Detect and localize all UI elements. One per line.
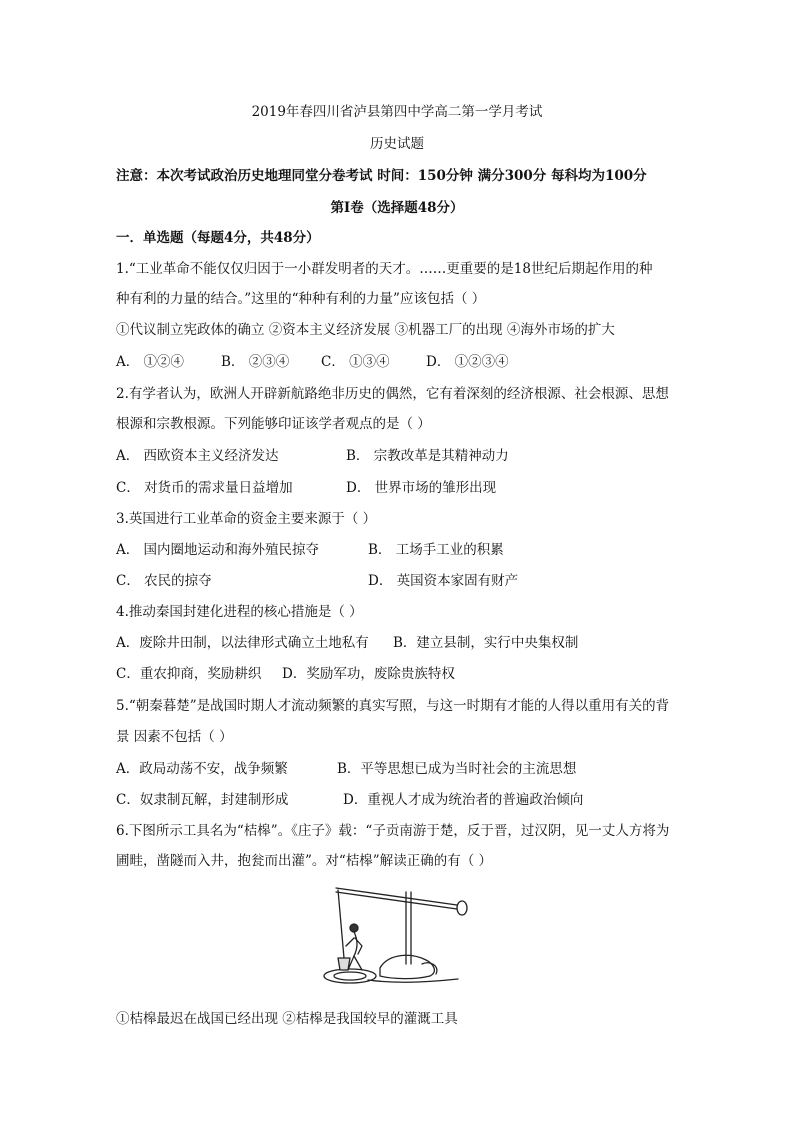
q3-option-c[interactable]: C． 农民的掠夺 <box>116 573 212 589</box>
q3-option-b[interactable]: B． 工场手工业的积累 <box>368 542 504 558</box>
q4-stem: 4.推动秦国封建化进程的核心措施是（ ） <box>116 604 363 620</box>
q6-items: ①桔槔最迟在战国已经出现 ②桔槔是我国较早的灌溉工具 <box>116 1011 458 1027</box>
q6-stem-line2: 圃畦，凿隧而入井，抱瓮而出灌”。对“桔槔”解读正确的有（ ） <box>116 853 492 869</box>
q2-option-a[interactable]: A． 西欧资本主义经济发达 <box>116 448 279 464</box>
person <box>350 924 358 932</box>
q5-option-c[interactable]: C．奴隶制瓦解，封建制形成 <box>116 792 289 808</box>
exam-notice: 注意：本次考试政治历史地理同堂分卷考试 时间：150分钟 满分300分 每科均为100分 <box>116 168 647 184</box>
q6-stem-line1: 6.下图所示工具名为“桔槔”。《庄子》载：“子贡南游于楚，反于晋，过汉阴，见一丈人方将为 <box>116 823 670 839</box>
q5-stem-line2: 景 因素不包括（ ） <box>116 729 233 745</box>
q1-option-d[interactable]: D． ①②③④ <box>426 354 509 370</box>
q5-option-a[interactable]: A．政局动荡不安，战争频繁 <box>116 761 288 777</box>
q2-option-c[interactable]: C． 对货币的需求量日益增加 <box>116 480 293 496</box>
well-ripples <box>324 969 376 983</box>
rope <box>338 890 344 958</box>
q1-option-a[interactable]: A． ①②④ <box>116 354 185 370</box>
q4-option-c[interactable]: C．重农抑商，奖励耕织 <box>116 666 262 682</box>
q4-option-a[interactable]: A．废除井田制，以法律形式确立土地私有 <box>116 635 369 651</box>
q3-stem: 3.英国进行工业革命的资金主要来源于（ ） <box>116 511 377 527</box>
rock-pile <box>380 955 434 978</box>
subject-title: 历史试题 <box>370 136 424 152</box>
q2-option-b[interactable]: B． 宗教改革是其精神动力 <box>346 448 509 464</box>
q1-stem-line1: 1.“工业革命不能仅仅归因于一小群发明者的天才。……更重要的是18世纪后期起作用的种 <box>116 261 653 277</box>
part-title: 一．单选题（每题4分，共48分） <box>116 230 320 246</box>
counterweight <box>457 901 467 915</box>
section-title: 第I卷（选择题48分） <box>330 200 464 216</box>
q5-option-b[interactable]: B．平等思想已成为当时社会的主流思想 <box>337 761 577 777</box>
shadoof-illustration <box>318 880 478 990</box>
q5-stem-line1: 5.“朝秦暮楚”是战国时期人才流动频繁的真实写照，与这一时期有才能的人得以重用有关的背 <box>116 698 670 714</box>
q3-option-d[interactable]: D． 英国资本家固有财产 <box>368 573 519 589</box>
q4-option-d[interactable]: D．奖励军功，废除贵族特权 <box>282 666 455 682</box>
q4-option-b[interactable]: B．建立县制，实行中央集权制 <box>393 635 579 651</box>
q1-stem-line2: 种有利的力量的结合。”这里的“种种有利的力量”应该包括（ ） <box>116 291 486 307</box>
q1-option-b[interactable]: B． ②③④ <box>221 354 290 370</box>
page-title: 2019年春四川省泸县第四中学高二第一学月考试 <box>251 104 543 120</box>
q2-stem-line2: 根源和宗教根源。下列能够印证该学者观点的是（ ） <box>116 416 431 432</box>
q5-option-d[interactable]: D．重视人才成为统治者的普遍政治倾向 <box>343 792 584 808</box>
q1-items: ①代议制立宪政体的确立 ②资本主义经济发展 ③机器工厂的出现 ④海外市场的扩大 <box>116 322 615 338</box>
q3-option-a[interactable]: A． 国内圈地运动和海外殖民掠夺 <box>116 542 320 558</box>
q2-stem-line1: 2.有学者认为，欧洲人开辟新航路绝非历史的偶然，它有着深刻的经济根源、社会根源、思想 <box>116 386 669 402</box>
lever-beam <box>336 888 464 906</box>
q2-option-d[interactable]: D． 世界市场的雏形出现 <box>346 480 497 496</box>
q1-option-c[interactable]: C． ①③④ <box>321 354 390 370</box>
